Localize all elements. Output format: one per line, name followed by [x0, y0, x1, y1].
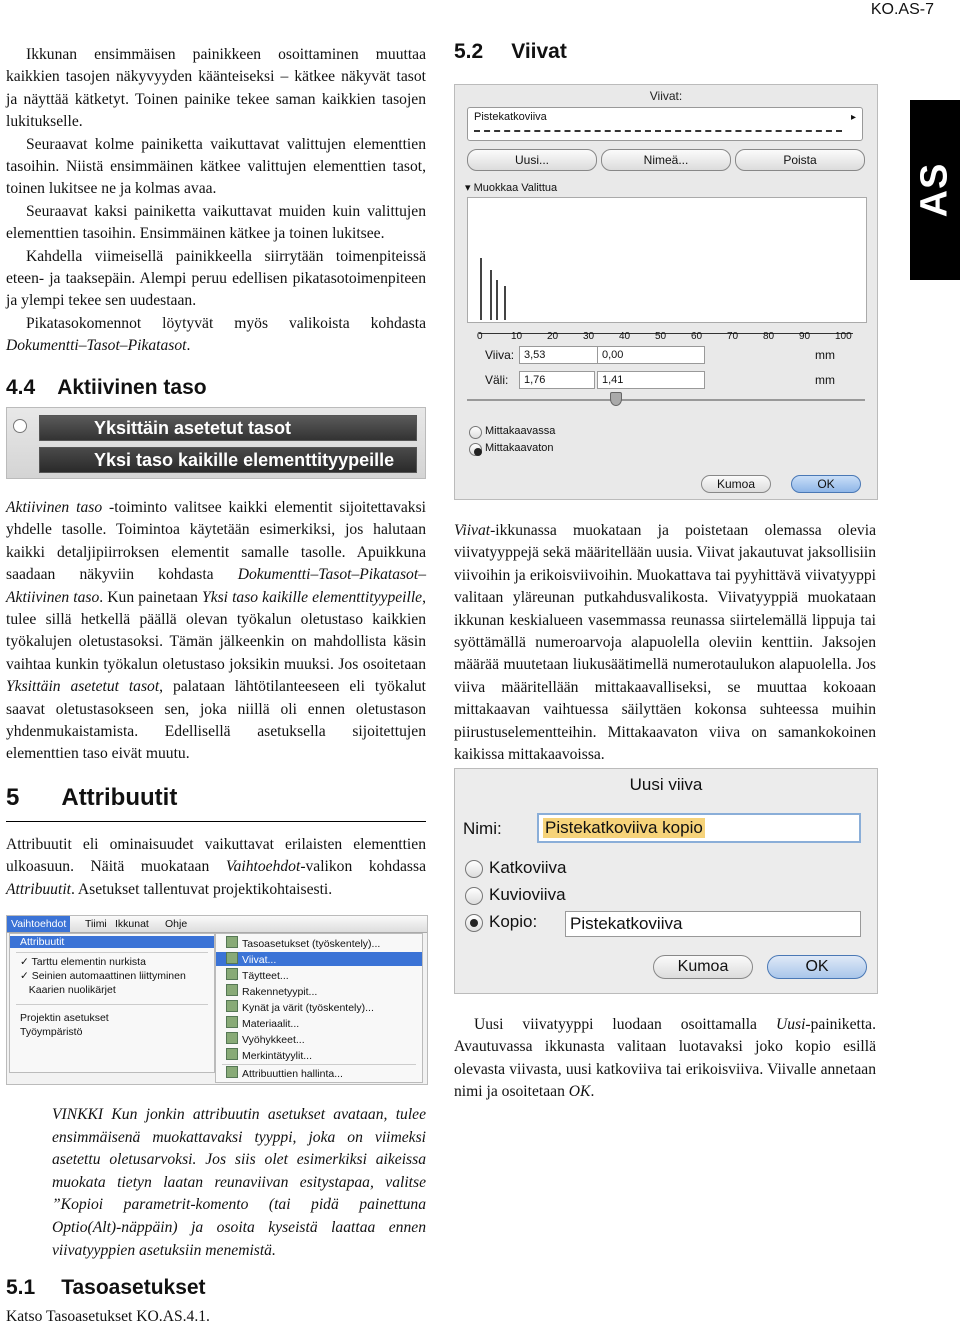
new-line-paragraph: Uusi viivatyyppi luodaan osoittamalla Uusi-painiketta. Avautuvassa ikkunasta valitaan luotavaksi joko kopio esillä olevasta viivasta, uusi katkoviiva tai erikoisviiva. Viivalle annetaan nimi ja osoitetaan OK.: [454, 1016, 876, 1101]
ok-button[interactable]: OK: [767, 955, 867, 979]
dash-flag[interactable]: [504, 286, 506, 320]
edit-selected-label: ▾ Muokkaa Valittua: [465, 182, 558, 194]
dash-flag[interactable]: [490, 270, 492, 320]
see-also-text: Katso Tasoasetukset KO.AS.4.1.: [6, 1308, 210, 1325]
menu-separator: [16, 1004, 208, 1005]
attributes-paragraph: Attribuutit eli ominaisuudet vaikuttavat erilaisten elementtien ulkoasuun. Näitä muokataan Vaihtoehdot-valikon kohdassa Attribuutit. Asetukset tallentuvat projektikohtaisesti.: [6, 836, 426, 898]
gap-field[interactable]: 1,76: [519, 371, 595, 389]
submenu-pens-colors[interactable]: Kynät ja värit (työskentely)...: [226, 1000, 374, 1014]
intro-paragraph: Kahdella viimeisellä painikkeella siirrytään toimenpiteissä eteen- ja taaksepäin. Alempi peruu edellisen pikatasotoimenpiteen ja ylempi tekee sen uudestaan.: [6, 247, 426, 310]
rename-button[interactable]: Nimeä...: [601, 149, 731, 171]
lines-paragraph: Viivat-ikkunassa muokataan ja poistetaan olemassa olevia viivatyyppejä sekä määritellään uusia. Viivat jakautuvat jaksollisiin viivoihin ja erikoisviivoihin. Muokattava tai pyyhittävä viivatyyppi valitaan yläreunan putkahdusvalikosta. Viivatyyppiä muokataan ikkunan keskialueen vasemmassa reunassa siirtelemällä lippuja tai syöttämällä numeroarvoja alapuolella oleviin kenttiin. Jaksojen määrää muutetaan liukusäätimellä numerotaulukon alapuolella. Jos viiva määritellään mittakaavalliseksi, se muuttaa kokoaan mittakaavan vaihtuessa säilyttäen kokonsa suhteessa muihin piirustuselementteihin. Mittakaavaton viiva on samankokoinen kaikissa mittakaavoissa.: [454, 522, 876, 764]
intro-paragraph: Seuraavat kaksi painiketta vaikuttavat muiden kuin valittujen elementtien tasoihin. Ensimmäinen kätkee ja toinen lukitsee.: [6, 202, 426, 243]
menu-separator: [16, 952, 208, 953]
line-length-field-2[interactable]: 0,00: [597, 346, 705, 364]
delete-button[interactable]: Poista: [735, 149, 865, 171]
menu-ohje[interactable]: Ohje: [165, 918, 188, 930]
menu-item-wall-join[interactable]: ✓ Seinien automaattinen liittyminen: [20, 970, 186, 982]
page-number: KO.AS-7: [870, 1, 934, 18]
tip-paragraph: VINKKI Kun jonkin attribuutin asetukset avataan, tulee ensimmäisenä muokattavaksi tyyppi, joka on viimeksi asetettu oletusarvoksi. Jos siis olet esimerkiksi aikeissa muokata tietyn laatan reunaviivan esitystapaa, valitse ”Kopioi parametrit-komento (tai pidä painettuna Optio(Alt)-näppäin) ja osoita kyseistä laattaa ennen viivatyyppien asetuksiin menemistä.: [52, 1106, 426, 1259]
disclosure-triangle-icon: ▾: [465, 182, 474, 194]
line-type-select[interactable]: Pistekatkoviiva ▸: [467, 107, 863, 141]
dash-flag[interactable]: [480, 258, 482, 320]
radio-copy[interactable]: [465, 914, 483, 932]
menu-item-arc-arrows[interactable]: Kaarien nuolikärjet: [28, 984, 116, 996]
option-individual-layers[interactable]: Yksittäin asetetut tasot: [39, 415, 417, 441]
new-button[interactable]: Uusi...: [467, 149, 597, 171]
attributes-menu-screenshot: [6, 915, 428, 1085]
new-line-dialog: [454, 768, 878, 994]
radio-dashed-line[interactable]: [465, 860, 483, 878]
submenu-attribute-manager[interactable]: Attribuuttien hallinta...: [226, 1066, 343, 1080]
section-heading-5-2: 5.2 Viivat: [454, 40, 567, 63]
radio-unscaled-label: Mittakaavaton: [485, 442, 554, 454]
radio-dashed-line-label: Katkoviiva: [489, 858, 567, 877]
pen-icon: [226, 1000, 238, 1012]
radio-copy-label: Kopio:: [489, 912, 538, 931]
cancel-button[interactable]: Kumoa: [701, 475, 771, 493]
line-editor-area[interactable]: [467, 197, 867, 323]
menu-path-paragraph: Pikatasokomennot löytyvät myös valikoista kohdasta Dokumentti–Tasot–Pikatasot.: [6, 314, 426, 355]
period-slider[interactable]: [467, 399, 865, 401]
dash-flag[interactable]: [496, 280, 498, 320]
section-heading-5-1: 5.1 Tasoasetukset: [6, 1276, 206, 1299]
name-input[interactable]: Pistekatkoviiva kopio: [537, 813, 861, 843]
section-rule: [6, 821, 426, 822]
line-length-unit: mm: [815, 348, 835, 362]
active-layer-paragraph: Aktiivinen taso -toiminto valitsee kaikki elementit sijoitettavaksi yhdelle tasolle. Toimintoa käytetään esimerkiksi, jos halutaan kaikki detaljipiirroksen elementit samalle tasolle. Apuikkuna saadaan näkyviin kohdasta Dokumentti–Tasot–Pikatasot–Aktiivinen taso. Kun painetaan Yksi taso kaikille elementtityypeille, tulee sillä hetkellä päällä olevan työkalun oletustaso kaikkien työkalujen oletustasoksi. Tämän jälkeenkin on mahdollista käsin vaihtaa kunkin työkalun oletustaso joksikin muuksi. Jos osoitetaan Yksittäin asetetut tasot, palataan lähtötilanteeseen eli työkalut saavat oletustasokseen sen, joka niillä oli ennen oletustason yhdenmukaistamista. Edellisellä asetuksella sijoitettujen elementtien taso eivät muutu.: [6, 499, 426, 763]
gap-field-2[interactable]: 1,41: [597, 371, 705, 389]
slider-thumb[interactable]: [610, 392, 622, 406]
section-heading-4-4: 4.4 Aktiivinen taso: [6, 376, 207, 399]
materials-icon: [226, 1016, 238, 1028]
option-single-layer[interactable]: Yksi taso kaikille elementtityypeille: [39, 447, 417, 473]
submenu-fills[interactable]: Täytteet...: [226, 968, 289, 982]
menu-tiimi[interactable]: Tiimi: [85, 918, 107, 930]
menu-bar: [7, 916, 427, 933]
submenu-lines[interactable]: Viivat...: [216, 952, 422, 966]
fills-icon: [226, 968, 238, 980]
radio-scaled-label: Mittakaavassa: [485, 425, 556, 437]
radio-pattern-line-label: Kuvioviiva: [489, 885, 566, 904]
lines-icon: [226, 952, 238, 964]
menu-item-work-environment[interactable]: Työympäristö: [20, 1026, 83, 1038]
menu-ikkunat[interactable]: Ikkunat: [115, 918, 149, 930]
line-length-field[interactable]: 3,53: [519, 346, 627, 364]
cancel-button[interactable]: Kumoa: [653, 955, 753, 979]
menu-item-snap-corners[interactable]: ✓ Tarttu elementin nurkista: [20, 956, 146, 968]
submenu-zones[interactable]: Vyöhykkeet...: [226, 1032, 305, 1046]
attributes-submenu: [215, 933, 423, 1083]
ok-button[interactable]: OK: [791, 475, 861, 493]
menu-separator: [222, 1064, 416, 1065]
intro-text: [6, 44, 426, 358]
gap-label: Väli:: [485, 373, 509, 387]
submenu-layer-settings[interactable]: Tasoasetukset (työskentely)...: [226, 936, 380, 950]
dialog-title: Viivat:: [649, 89, 683, 103]
line-length-label: Viiva:: [485, 348, 515, 362]
chapter-tab-label: AS: [913, 162, 956, 218]
options-menu: [9, 933, 215, 1073]
menu-item-attributes[interactable]: Attribuutit: [10, 936, 214, 948]
intro-paragraph: Ikkunan ensimmäisen painikkeen osoittaminen muuttaa kaikkien tasojen näkyvyyden käänteiseksi – kätkee näkyvät tasot ja näyttää kätketyt. Toinen painike tekee saman kaikkien tasojen lukitukselle.: [6, 46, 426, 131]
active-layer-panel: [6, 407, 426, 479]
chapter-tab: [910, 100, 960, 280]
menu-item-project-settings[interactable]: Projektin asetukset: [20, 1012, 109, 1024]
radio-unscaled[interactable]: [469, 443, 482, 456]
submenu-composites[interactable]: Rakennetyypit...: [226, 984, 317, 998]
radio-pattern-line[interactable]: [465, 887, 483, 905]
line-preview: [474, 130, 842, 132]
zones-icon: [226, 1032, 238, 1044]
name-label: Nimi:: [463, 819, 502, 838]
submenu-materials[interactable]: Materiaalit...: [226, 1016, 299, 1030]
submenu-marker-styles[interactable]: Merkintätyylit...: [226, 1048, 312, 1062]
lines-dialog: Viivat: Pistekatkoviiva ▸ Uusi... Nimeä... Poista ▾ Muokkaa Valittua 0 10 20 30 40 50 60 70 80 90 100 Viiva: 3,53 0,00 mm Väli: 1,76 1,41 mm Mittakaavassa Mittakaavaton Kumoa OK: [454, 84, 878, 500]
attribute-manager-icon: [226, 1066, 238, 1078]
menu-vaihtoehdot[interactable]: Vaihtoehdot: [7, 916, 70, 932]
intro-paragraph: Seuraavat kolme painiketta vaikuttavat valittujen elementtien tasoihin. Niistä ensimmäinen kätkee valittujen elementtien tasot, toinen lukitsee ne ja kolmas avaa.: [6, 135, 426, 198]
marker-icon: [226, 1048, 238, 1060]
popup-arrow-icon: ▸: [850, 112, 856, 123]
composites-icon: [226, 984, 238, 996]
copy-source-field[interactable]: Pistekatkoviiva: [565, 911, 861, 937]
radio-scaled[interactable]: [469, 426, 482, 439]
section-heading-5: 5 Attribuutit: [6, 784, 178, 811]
radio-individual-layers[interactable]: [13, 419, 27, 433]
layers-icon: [226, 936, 238, 948]
gap-unit: mm: [815, 373, 835, 387]
dialog-title: Uusi viiva: [629, 775, 703, 794]
